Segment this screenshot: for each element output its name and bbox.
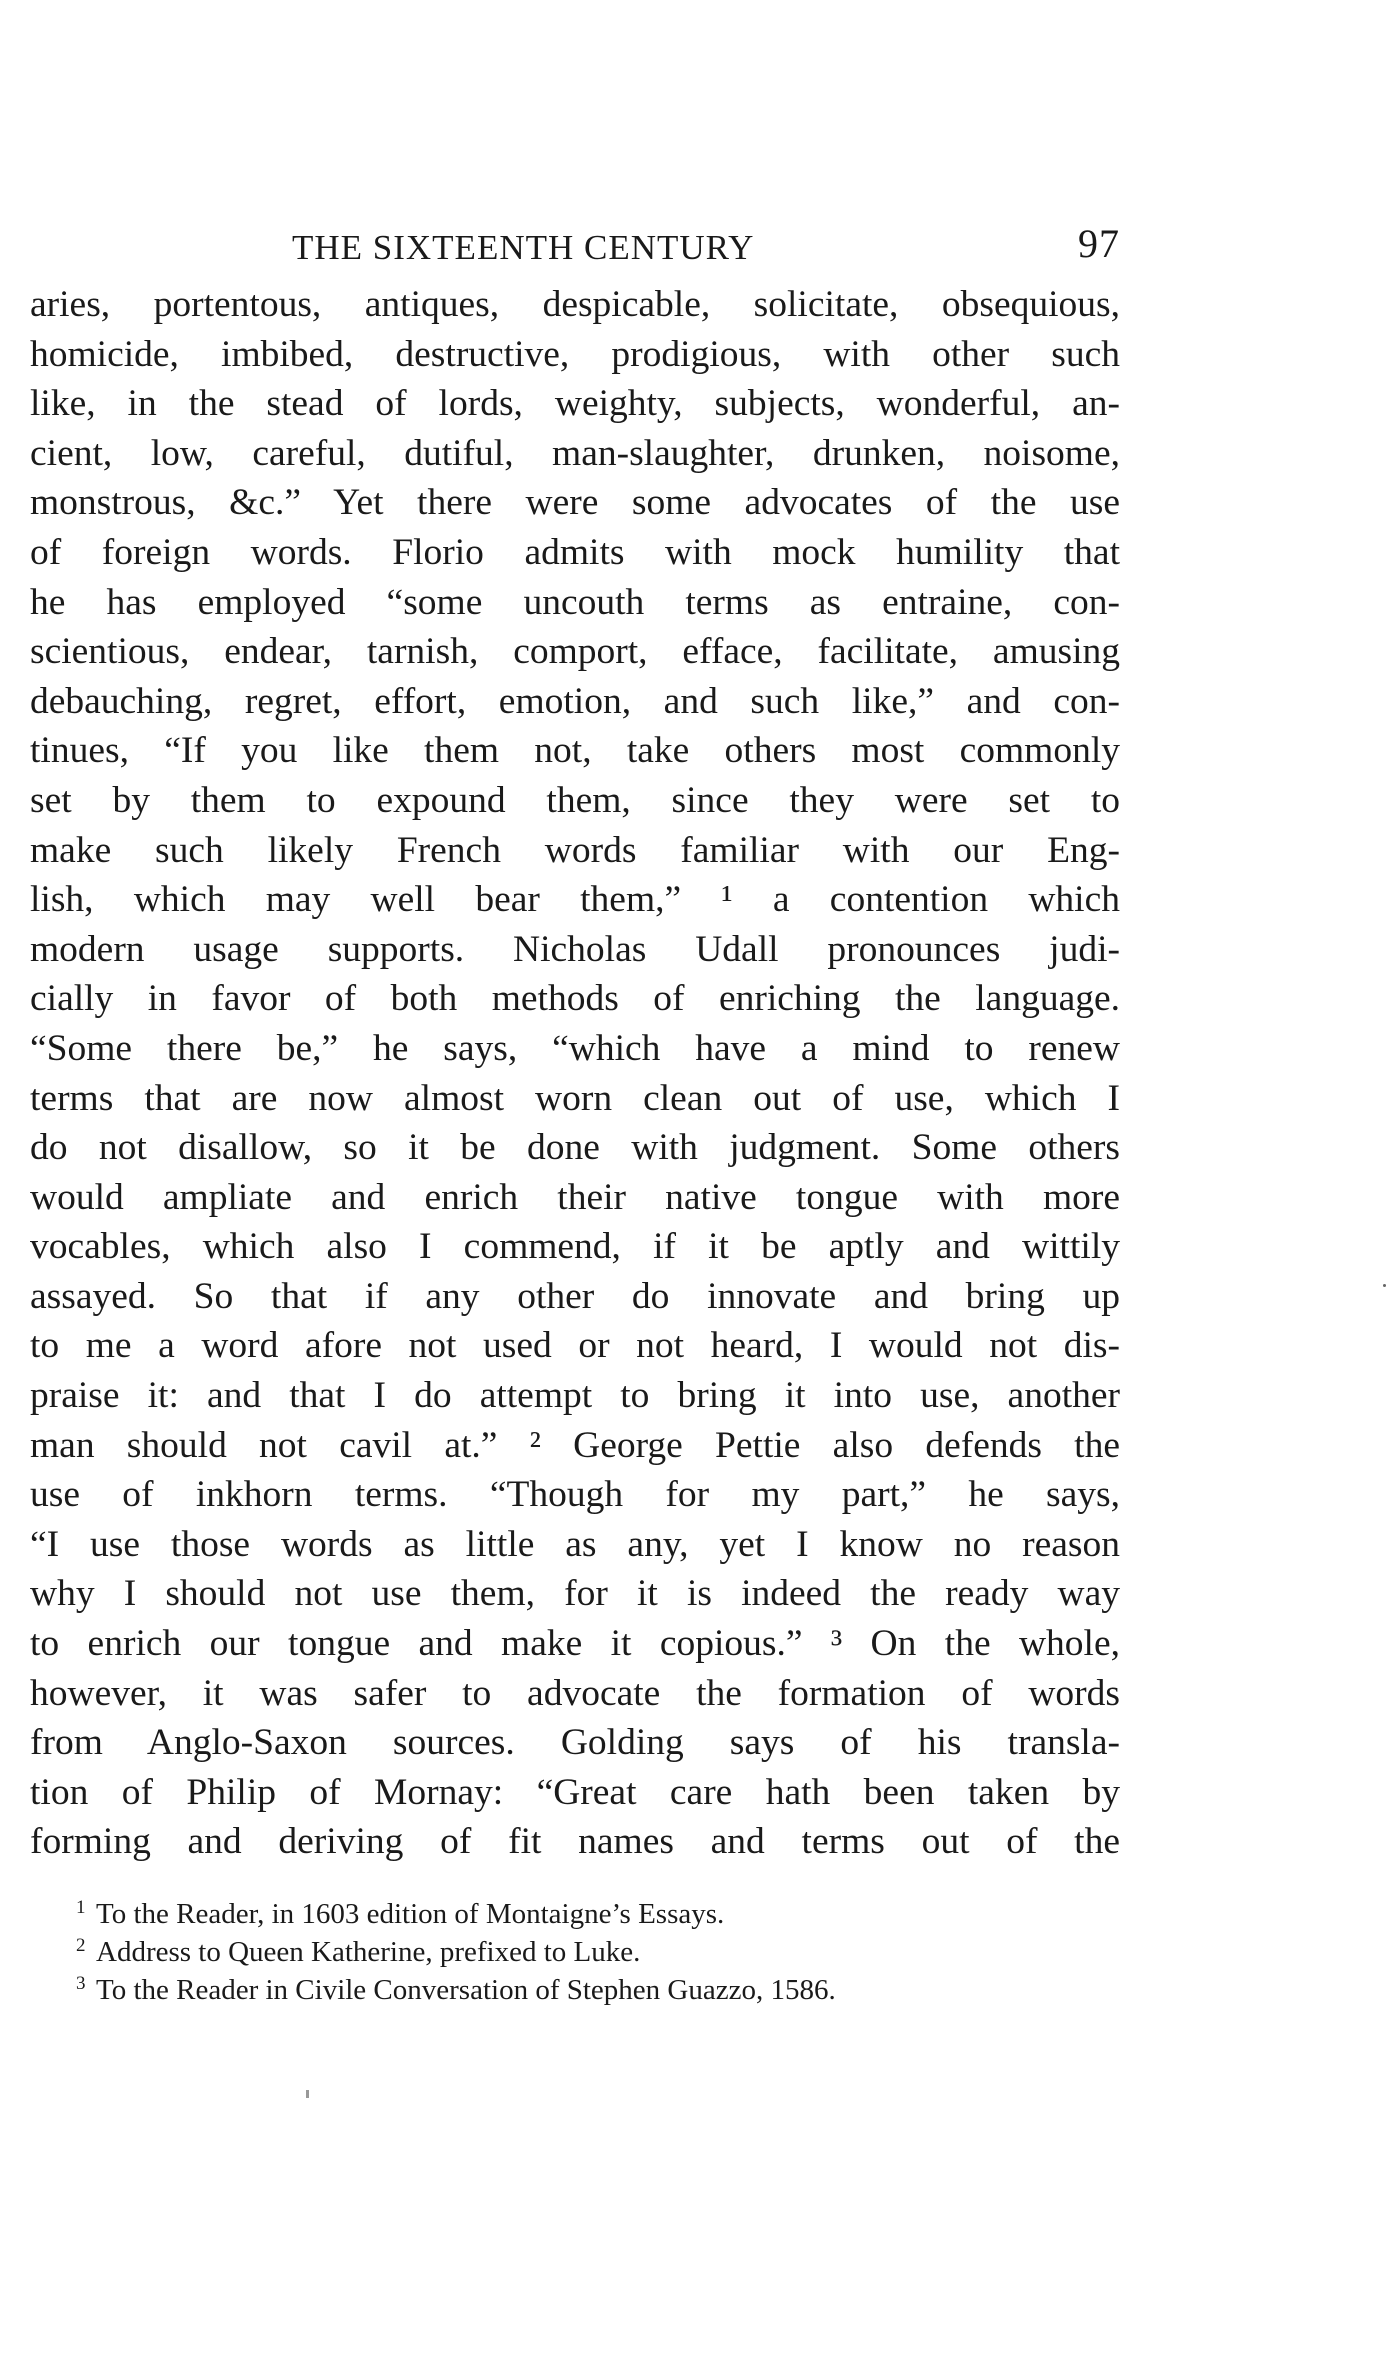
text-line: “I use those words as little as any, yet I know no reason bbox=[30, 1523, 1120, 1565]
text-line: cient, low, careful, dutiful, man-slaughter, drunken, noisome, bbox=[30, 432, 1120, 474]
book-page bbox=[30, 220, 1120, 2009]
footnote-text: To the Reader in Civile Conversation of Stephen Guazzo, 1586. bbox=[96, 1974, 836, 2006]
footnote-mark: 1 bbox=[76, 1897, 86, 1918]
footnote-text: To the Reader, in 1603 edition of Montaigne’s Essays. bbox=[96, 1898, 725, 1930]
text-line: “Some there be,” he says, “which have a mind to renew bbox=[30, 1027, 1120, 1069]
footnotes bbox=[30, 1895, 1120, 2009]
text-line: man should not cavil at.” ² George Pettie also defends the bbox=[30, 1424, 1120, 1466]
running-head bbox=[30, 220, 1120, 280]
text-line: vocables, which also I commend, if it be aptly and wittily bbox=[30, 1226, 1120, 1268]
text-line: to me a word afore not used or not heard, I would not dis- bbox=[30, 1325, 1120, 1367]
text-line: to enrich our tongue and make it copious.” ³ On the whole, bbox=[30, 1623, 1120, 1665]
text-line: he has employed “some uncouth terms as entraine, con- bbox=[30, 581, 1120, 623]
text-line: however, it was safer to advocate the formation of words bbox=[30, 1672, 1120, 1714]
text-line: lish, which may well bear them,” ¹ a contention which bbox=[30, 879, 1120, 921]
text-line: debauching, regret, effort, emotion, and such like,” and con- bbox=[30, 680, 1120, 722]
text-line: modern usage supports. Nicholas Udall pronounces judi- bbox=[30, 928, 1120, 970]
text-line: terms that are now almost worn clean out of use, which I bbox=[30, 1077, 1120, 1119]
text-line: praise it: and that I do attempt to bring it into use, another bbox=[30, 1375, 1120, 1417]
text-line: set by them to expound them, since they were set to bbox=[30, 779, 1120, 821]
text-line: homicide, imbibed, destructive, prodigious, with other such bbox=[30, 333, 1120, 375]
text-line: use of inkhorn terms. “Though for my part,” he says, bbox=[30, 1474, 1120, 1516]
footnote-mark: 2 bbox=[76, 1935, 86, 1956]
body-text bbox=[30, 280, 1120, 1867]
text-line: do not disallow, so it be done with judgment. Some others bbox=[30, 1127, 1120, 1169]
text-line: like, in the stead of lords, weighty, subjects, wonderful, an- bbox=[30, 383, 1120, 425]
text-line: of foreign words. Florio admits with mock humility that bbox=[30, 531, 1120, 573]
text-line: scientious, endear, tarnish, comport, efface, facilitate, amusing bbox=[30, 631, 1120, 673]
text-line: tion of Philip of Mornay: “Great care hath been taken by bbox=[30, 1771, 1120, 1813]
text-line: forming and deriving of fit names and terms out of the bbox=[30, 1821, 1120, 1863]
text-line: cially in favor of both methods of enriching the language. bbox=[30, 978, 1120, 1020]
footnote bbox=[76, 1971, 1120, 2009]
text-line: aries, portentous, antiques, despicable, solicitate, obsequious, bbox=[30, 284, 1120, 325]
footnote bbox=[76, 1933, 1120, 1971]
text-line: would ampliate and enrich their native tongue with more bbox=[30, 1176, 1120, 1218]
scan-speck bbox=[1383, 1284, 1386, 1287]
scan-speck bbox=[306, 2090, 309, 2098]
running-title: THE SIXTEENTH CENTURY bbox=[292, 228, 755, 267]
footnote-mark: 3 bbox=[76, 1973, 86, 1994]
text-line: monstrous, &c.” Yet there were some advocates of the use bbox=[30, 482, 1120, 524]
text-line: from Anglo-Saxon sources. Golding says of his transla- bbox=[30, 1722, 1120, 1764]
footnote-text: Address to Queen Katherine, prefixed to Luke. bbox=[96, 1936, 641, 1968]
page-number: 97 bbox=[1078, 221, 1120, 266]
text-line: why I should not use them, for it is indeed the ready way bbox=[30, 1573, 1120, 1615]
text-line: assayed. So that if any other do innovate and bring up bbox=[30, 1275, 1120, 1317]
footnote bbox=[76, 1895, 1120, 1933]
text-line: tinues, “If you like them not, take others most commonly bbox=[30, 730, 1120, 772]
text-line: make such likely French words familiar with our Eng- bbox=[30, 829, 1120, 871]
